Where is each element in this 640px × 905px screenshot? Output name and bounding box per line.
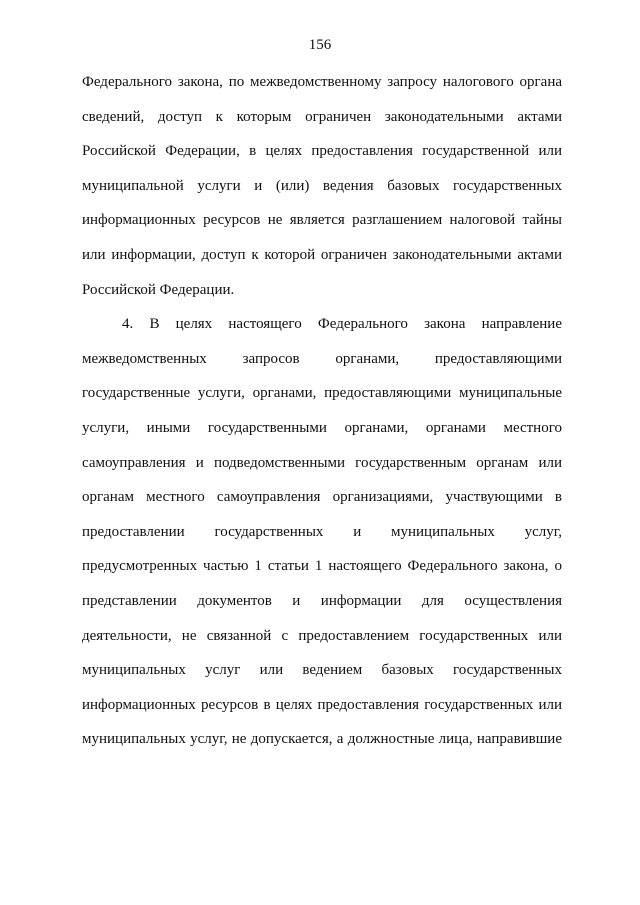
paragraph-line: Федерального закона, по межведомственному запросу налогового органа <box>82 74 562 90</box>
paragraph-line: муниципальных услуг или ведением базовых государственных <box>82 662 562 679</box>
paragraph-line: Российской Федерации, в целях предоставления государственной или <box>82 143 562 160</box>
paragraph-1 <box>82 72 562 314</box>
paragraph-line: государственные услуги, органами, предоставляющими муниципальные <box>82 385 562 402</box>
paragraph-line: деятельности, не связанной с предоставлением государственных или <box>82 627 562 644</box>
document-body <box>82 72 562 764</box>
paragraph-line: муниципальных услуг, не допускается, а должностные лица, направившие <box>82 731 562 748</box>
paragraph-line: органам местного самоуправления организациями, участвующими в <box>82 489 562 506</box>
paragraph-line: или информации, доступ к которой ограничен законодательными актами <box>82 246 562 263</box>
paragraph-line: 4. В целях настоящего Федерального закона направление <box>122 316 562 333</box>
paragraph-line: сведений, доступ к которым ограничен законодательными актами <box>82 108 562 125</box>
paragraph-line: муниципальной услуги и (или) ведения базовых государственных <box>82 177 562 194</box>
paragraph-line: предоставлении государственных и муниципальных услуг, <box>82 523 562 540</box>
paragraph-line: Российской Федерации. <box>82 281 235 298</box>
paragraph-line: услуги, иными государственными органами, органами местного <box>82 419 562 436</box>
paragraph-line: самоуправления и подведомственными государственным органам или <box>82 454 562 471</box>
paragraph-2 <box>82 314 562 764</box>
paragraph-line: информационных ресурсов в целях предоставления государственных или <box>82 696 562 713</box>
paragraph-line: информационных ресурсов не является разглашением налоговой тайны <box>82 212 562 229</box>
paragraph-line: предусмотренных частью 1 статьи 1 настоящего Федерального закона, о <box>82 558 562 575</box>
paragraph-line: межведомственных запросов органами, предоставляющими <box>82 350 562 367</box>
paragraph-line: представлении документов и информации для осуществления <box>82 592 562 609</box>
page-number: 156 <box>308 37 332 53</box>
